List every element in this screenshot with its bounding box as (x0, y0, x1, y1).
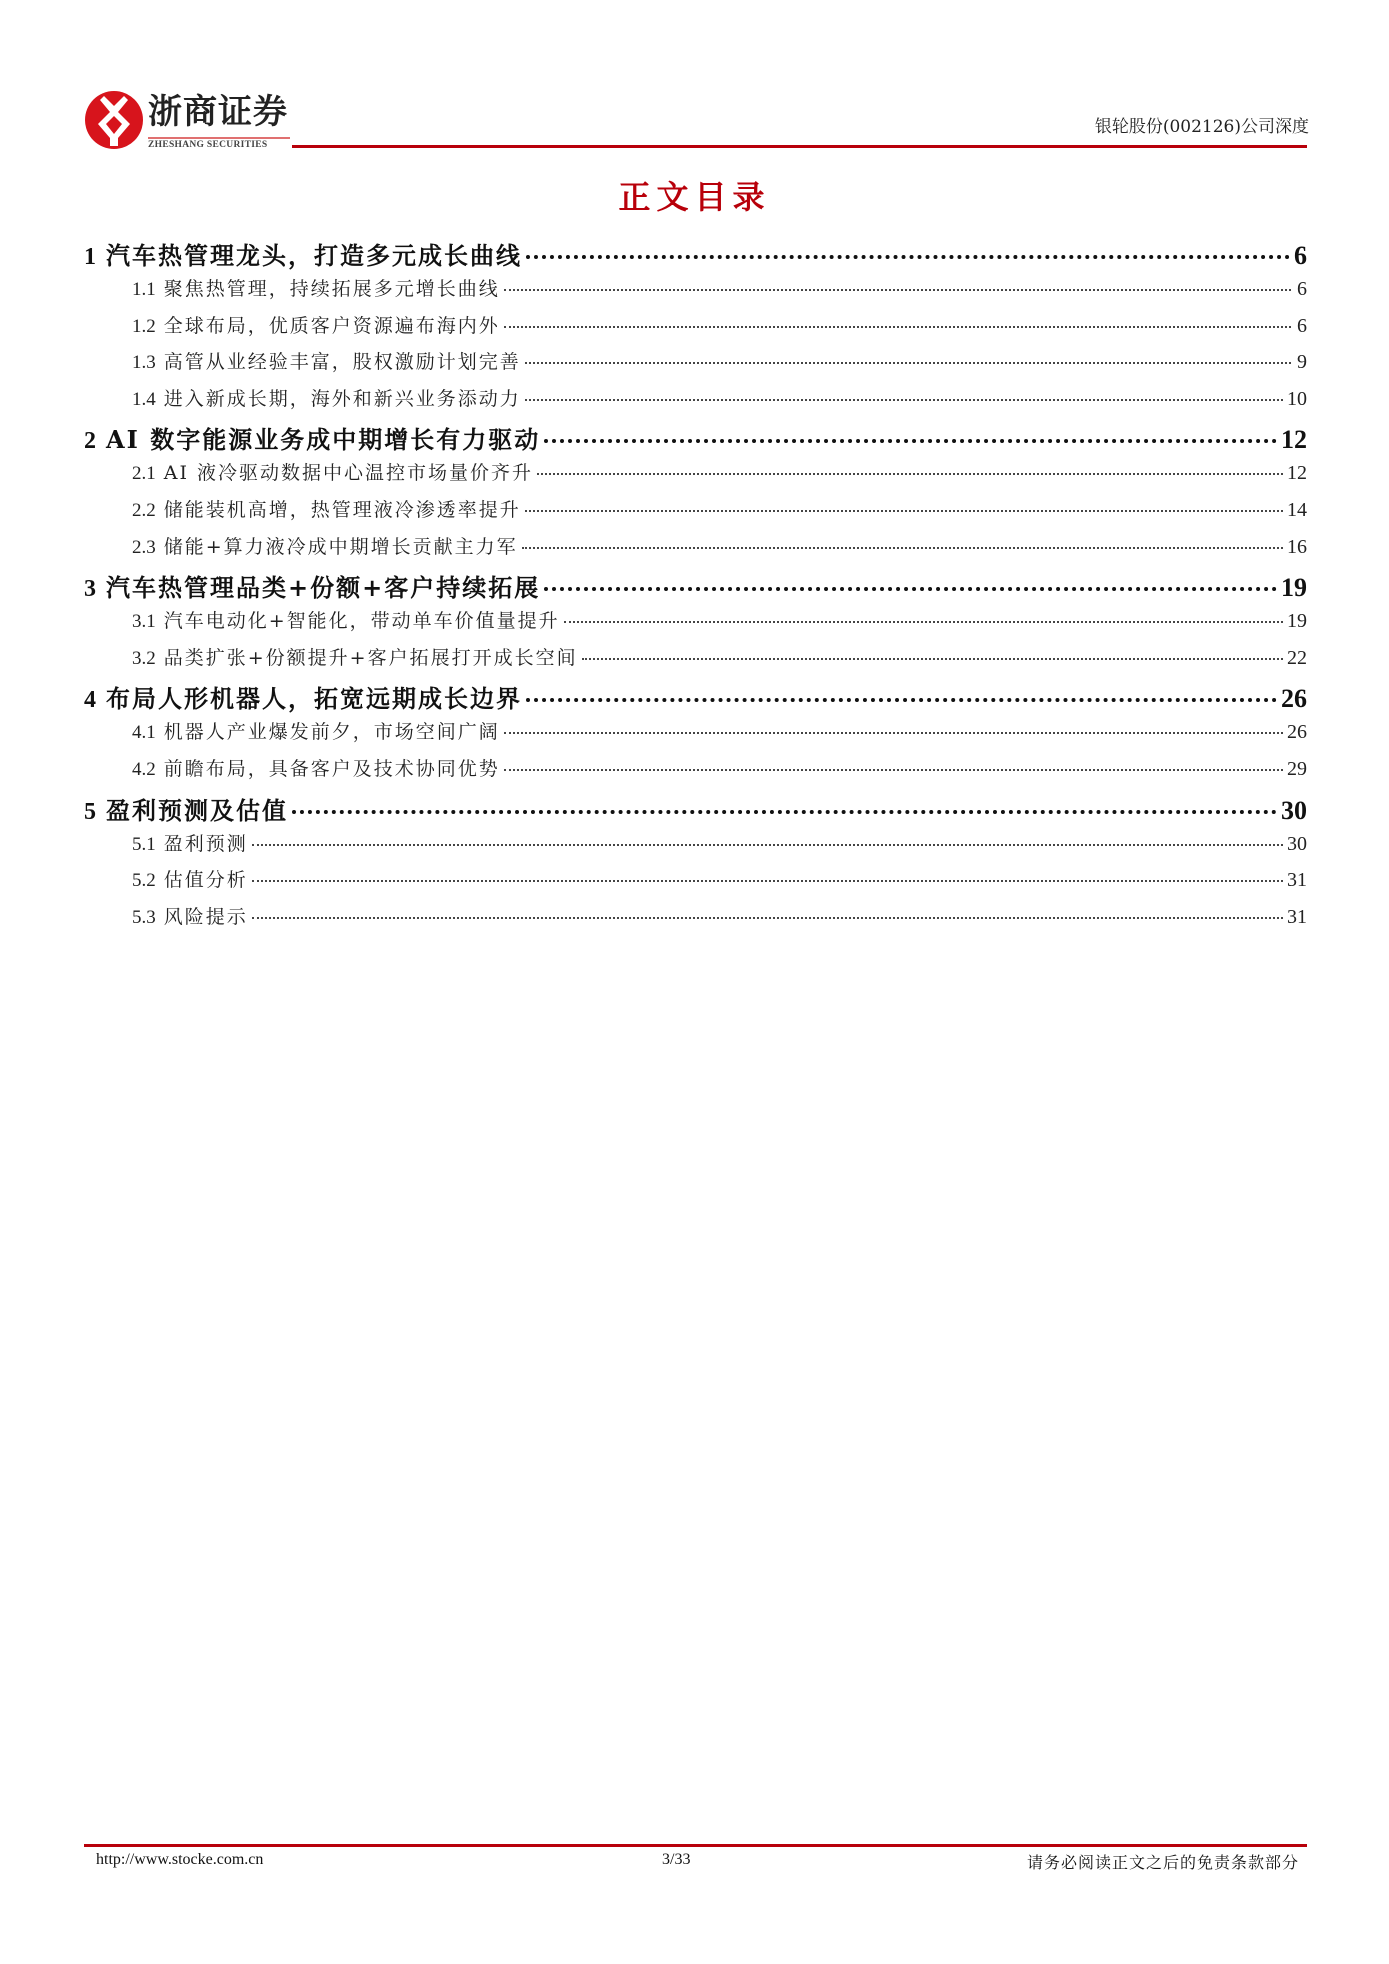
footer-disclaimer: 请务必阅读正文之后的免责条款部分 (1026, 1853, 1299, 1872)
toc-section-entry[interactable] (84, 791, 1307, 829)
header-divider (292, 145, 1307, 148)
logo-name-en: ZHESHANG SECURITIES (148, 140, 268, 150)
logo-divider (148, 137, 290, 139)
toc-entry-number: 5.2 (132, 870, 156, 892)
toc-entry-label: AI 数字能源业务成中期增长有力驱动 (106, 425, 541, 455)
toc-subsection-entry[interactable] (84, 902, 1307, 939)
toc-entry-label: 机器人产业爆发前夕，市场空间广阔 (163, 721, 500, 744)
toc-entry-label: 布局人形机器人，拓宽远期成长边界 (106, 684, 522, 714)
toc-entry-number: 3 (84, 576, 96, 603)
toc-subsection-entry[interactable] (84, 384, 1307, 421)
toc-subsection-entry[interactable] (84, 347, 1307, 384)
toc-entry-page: 9 (1297, 351, 1307, 374)
toc-entry-number: 2.2 (132, 499, 156, 521)
toc-entry-page: 6 (1297, 314, 1307, 337)
toc-dot-leader (525, 362, 1291, 364)
toc-entry-page: 31 (1287, 905, 1307, 928)
toc-entry-page: 10 (1287, 387, 1307, 410)
toc-entry-label: 汽车热管理龙头，打造多元成长曲线 (106, 241, 522, 270)
toc-entry-label: 前瞻布局，具备客户及技术协同优势 (163, 757, 500, 780)
toc-subsection-entry[interactable] (84, 865, 1307, 902)
toc-entry-page: 12 (1281, 425, 1307, 455)
toc-title: 正文目录 (618, 178, 771, 216)
toc-dot-leader (544, 439, 1277, 443)
toc-entry-number: 1 (84, 244, 96, 270)
toc-entry-number: 5.1 (132, 833, 156, 855)
toc-dot-leader (522, 547, 1283, 549)
toc-entry-label: 储能装机高增，热管理液冷渗透率提升 (163, 498, 521, 521)
document-label: 银轮股份(002126)公司深度 (1094, 117, 1309, 137)
toc-entry-label: 风险提示 (163, 905, 248, 928)
toc-section-entry[interactable] (84, 568, 1307, 606)
toc-subsection-entry[interactable] (84, 606, 1307, 643)
toc-subsection-entry[interactable] (84, 829, 1307, 866)
toc-entry-label: 汽车电动化+智能化，带动单车价值量提升 (163, 610, 560, 633)
toc-entry-page: 19 (1281, 573, 1307, 603)
footer-divider (84, 1844, 1307, 1847)
toc-dot-leader (504, 289, 1291, 291)
toc-entry-number: 2 (84, 428, 96, 455)
toc-entry-number: 2.1 (132, 463, 156, 485)
toc-entry-number: 4.2 (132, 758, 156, 780)
toc-dot-leader (252, 917, 1283, 919)
toc-entry-page: 6 (1297, 278, 1307, 300)
toc-entry-page: 16 (1287, 535, 1307, 558)
toc-section-entry[interactable] (84, 420, 1307, 458)
toc-entry-label: 汽车热管理品类+份额+客户持续拓展 (106, 573, 541, 603)
toc-entry-page: 26 (1281, 684, 1307, 714)
toc-section-entry[interactable] (84, 236, 1307, 274)
toc-entry-page: 26 (1287, 721, 1307, 744)
toc-entry-number: 1.4 (132, 388, 156, 410)
table-of-contents (84, 236, 1307, 938)
toc-dot-leader (252, 844, 1283, 846)
toc-entry-label: 全球布局，优质客户资源遍布海内外 (163, 314, 500, 337)
page-indicator: 3/33 (662, 1851, 691, 1868)
toc-entry-page: 6 (1294, 241, 1307, 270)
toc-dot-leader (564, 621, 1283, 623)
footer-url-link[interactable]: http://www.stocke.com.cn (96, 1851, 264, 1868)
toc-entry-label: 品类扩张+份额提升+客户拓展打开成长空间 (163, 646, 578, 669)
toc-entry-number: 1.1 (132, 279, 156, 300)
toc-entry-label: 聚焦热管理，持续拓展多元增长曲线 (163, 278, 500, 300)
page-header (0, 0, 1389, 160)
toc-dot-leader (504, 769, 1283, 771)
toc-entry-label: 进入新成长期，海外和新兴业务添动力 (163, 387, 521, 410)
toc-entry-label: AI 液冷驱动数据中心温控市场量价齐升 (163, 462, 534, 485)
toc-subsection-entry[interactable] (84, 643, 1307, 680)
toc-entry-number: 2.3 (132, 536, 156, 558)
toc-entry-page: 14 (1287, 498, 1307, 521)
company-logo (84, 88, 294, 154)
toc-entry-page: 12 (1287, 462, 1307, 485)
toc-entry-page: 29 (1287, 757, 1307, 780)
toc-entry-number: 1.2 (132, 315, 156, 337)
toc-subsection-entry[interactable] (84, 495, 1307, 532)
toc-dot-leader (526, 698, 1277, 702)
toc-dot-leader (292, 810, 1277, 814)
toc-subsection-entry[interactable] (84, 717, 1307, 754)
toc-entry-page: 22 (1287, 646, 1307, 669)
zheshang-logo-icon (84, 90, 144, 150)
toc-entry-page: 30 (1281, 795, 1307, 825)
toc-subsection-entry[interactable] (84, 311, 1307, 348)
toc-subsection-entry[interactable] (84, 532, 1307, 569)
toc-subsection-entry[interactable] (84, 458, 1307, 495)
toc-dot-leader (582, 658, 1283, 660)
toc-entry-number: 5.3 (132, 906, 156, 928)
toc-entry-label: 高管从业经验丰富，股权激励计划完善 (163, 351, 521, 374)
toc-entry-number: 1.3 (132, 352, 156, 374)
toc-dot-leader (525, 399, 1283, 401)
toc-entry-page: 30 (1287, 832, 1307, 855)
toc-entry-label: 盈利预测及估值 (106, 795, 288, 825)
toc-subsection-entry[interactable] (84, 754, 1307, 791)
toc-entry-number: 3.2 (132, 647, 156, 669)
toc-entry-number: 4.1 (132, 722, 156, 744)
toc-dot-leader (544, 587, 1277, 591)
toc-entry-number: 4 (84, 687, 96, 714)
toc-dot-leader (504, 326, 1291, 328)
toc-entry-number: 5 (84, 798, 96, 825)
toc-dot-leader (537, 473, 1283, 475)
toc-entry-label: 估值分析 (163, 869, 248, 892)
toc-entry-label: 盈利预测 (163, 832, 248, 855)
toc-entry-label: 储能+算力液冷成中期增长贡献主力军 (163, 535, 518, 558)
toc-entry-page: 31 (1287, 869, 1307, 892)
logo-name-cn: 浙商证券 (148, 92, 288, 132)
toc-subsection-entry[interactable] (84, 274, 1307, 311)
toc-entry-number: 3.1 (132, 611, 156, 633)
toc-dot-leader (252, 880, 1283, 882)
toc-dot-leader (526, 255, 1290, 259)
toc-entry-page: 19 (1287, 610, 1307, 633)
toc-dot-leader (504, 732, 1283, 734)
toc-section-entry[interactable] (84, 679, 1307, 717)
toc-dot-leader (525, 510, 1283, 512)
